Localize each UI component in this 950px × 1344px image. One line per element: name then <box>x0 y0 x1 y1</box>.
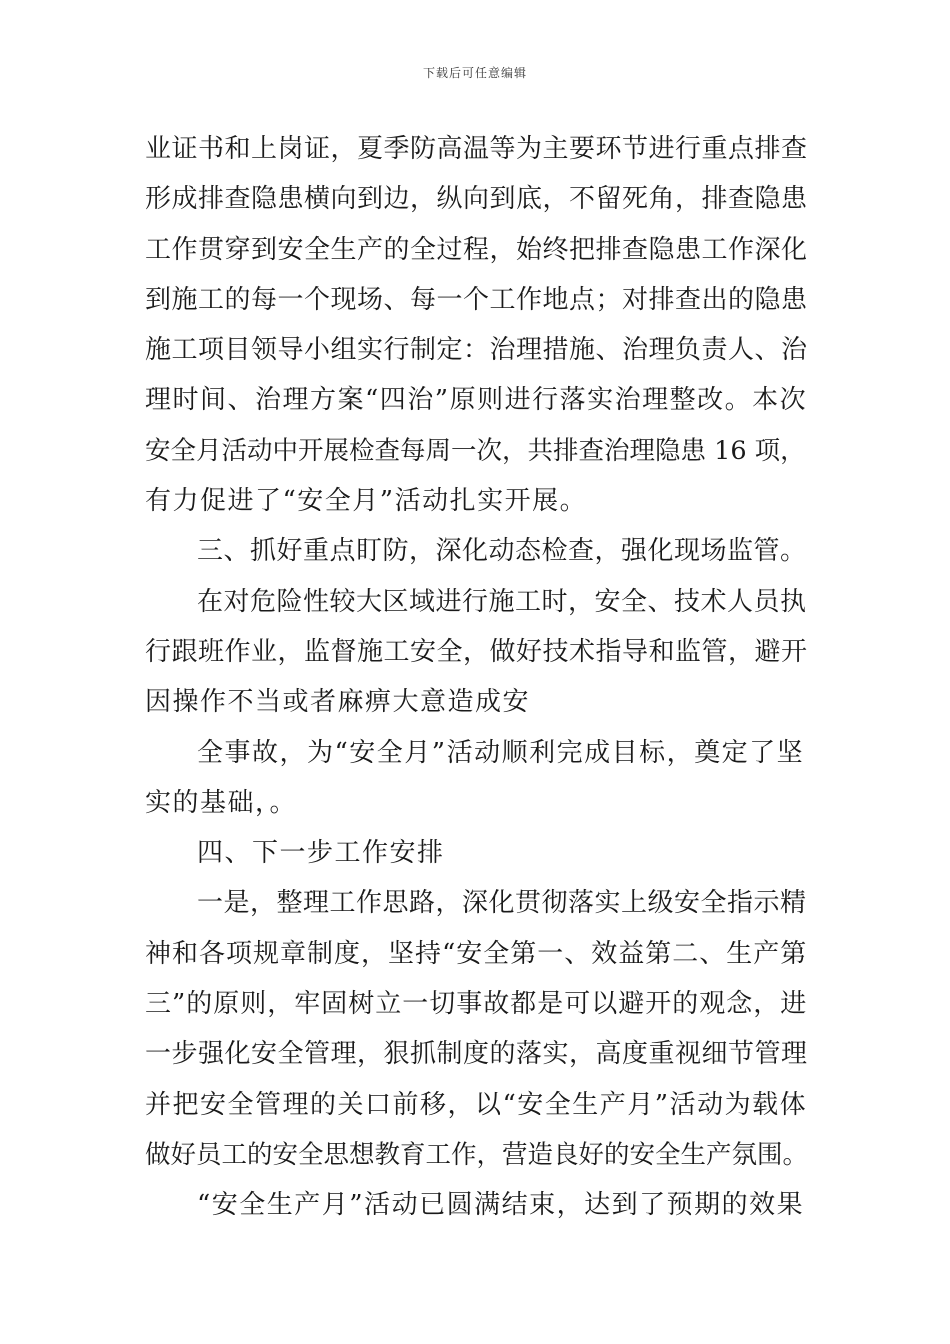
text-line: 一步强化安全管理，狠抓制度的落实，高度重视细节管理 <box>145 1039 808 1070</box>
text-line: 在对危险性较大区域进行施工时，安全、技术人员执 <box>197 586 807 617</box>
text-line: 神和各项规章制度，坚持“安全第一、效益第二、生产第 <box>145 938 808 969</box>
text-line: 形成排查隐患横向到边，纵向到底，不留死角，排查隐患 <box>145 184 808 215</box>
text-line: 一是，整理工作思路，深化贯彻落实上级安全指示精 <box>197 888 807 919</box>
page-header: 下载后可任意编辑 <box>422 66 527 80</box>
text-line: 因操作不当或者麻痹大意造成安 <box>145 687 531 718</box>
text-line: 理时间、治理方案“四治”原则进行落实治理整改。本次 <box>145 385 808 416</box>
text-line: 工作贯穿到安全生产的全过程，始终把排查隐患工作深化 <box>145 234 808 265</box>
text-line: 安全月活动中开展检查每周一次，共排查治理隐患 16 项， <box>145 435 806 466</box>
text-line: 并把安全管理的关口前移，以“安全生产月”活动为载体 <box>145 1089 808 1120</box>
text-line: 全事故，为“安全月”活动顺利完成目标，奠定了坚 <box>197 737 805 768</box>
text-line: 行跟班作业，监督施工安全，做好技术指导和监管，避开 <box>145 636 808 667</box>
text-line: 有力促进了“安全月”活动扎实开展。 <box>145 486 588 517</box>
text-line: 做好员工的安全思想教育工作，营造良好的安全生产氛围。 <box>145 1139 809 1170</box>
text-line: 施工项目领导小组实行制定：治理措施、治理负责人、治 <box>145 335 808 366</box>
text-line: 三”的原则，牢固树立一切事故都是可以避开的观念，进 <box>145 989 808 1020</box>
text-line: 业证书和上岗证，夏季防高温等为主要环节进行重点排查 <box>145 134 808 164</box>
text-line: 实的基础，。 <box>145 787 298 818</box>
text-line: 三、抓好重点盯防，深化动态检查，强化现场监管。 <box>197 536 807 567</box>
document-body <box>145 124 809 1231</box>
text-line: 四、下一步工作安排 <box>197 838 445 869</box>
text-line: 到施工的每一个现场、每一个工作地点；对排查出的隐患 <box>145 284 808 315</box>
text-line: “安全生产月”活动已圆满结束，达到了预期的效果 <box>197 1190 805 1221</box>
